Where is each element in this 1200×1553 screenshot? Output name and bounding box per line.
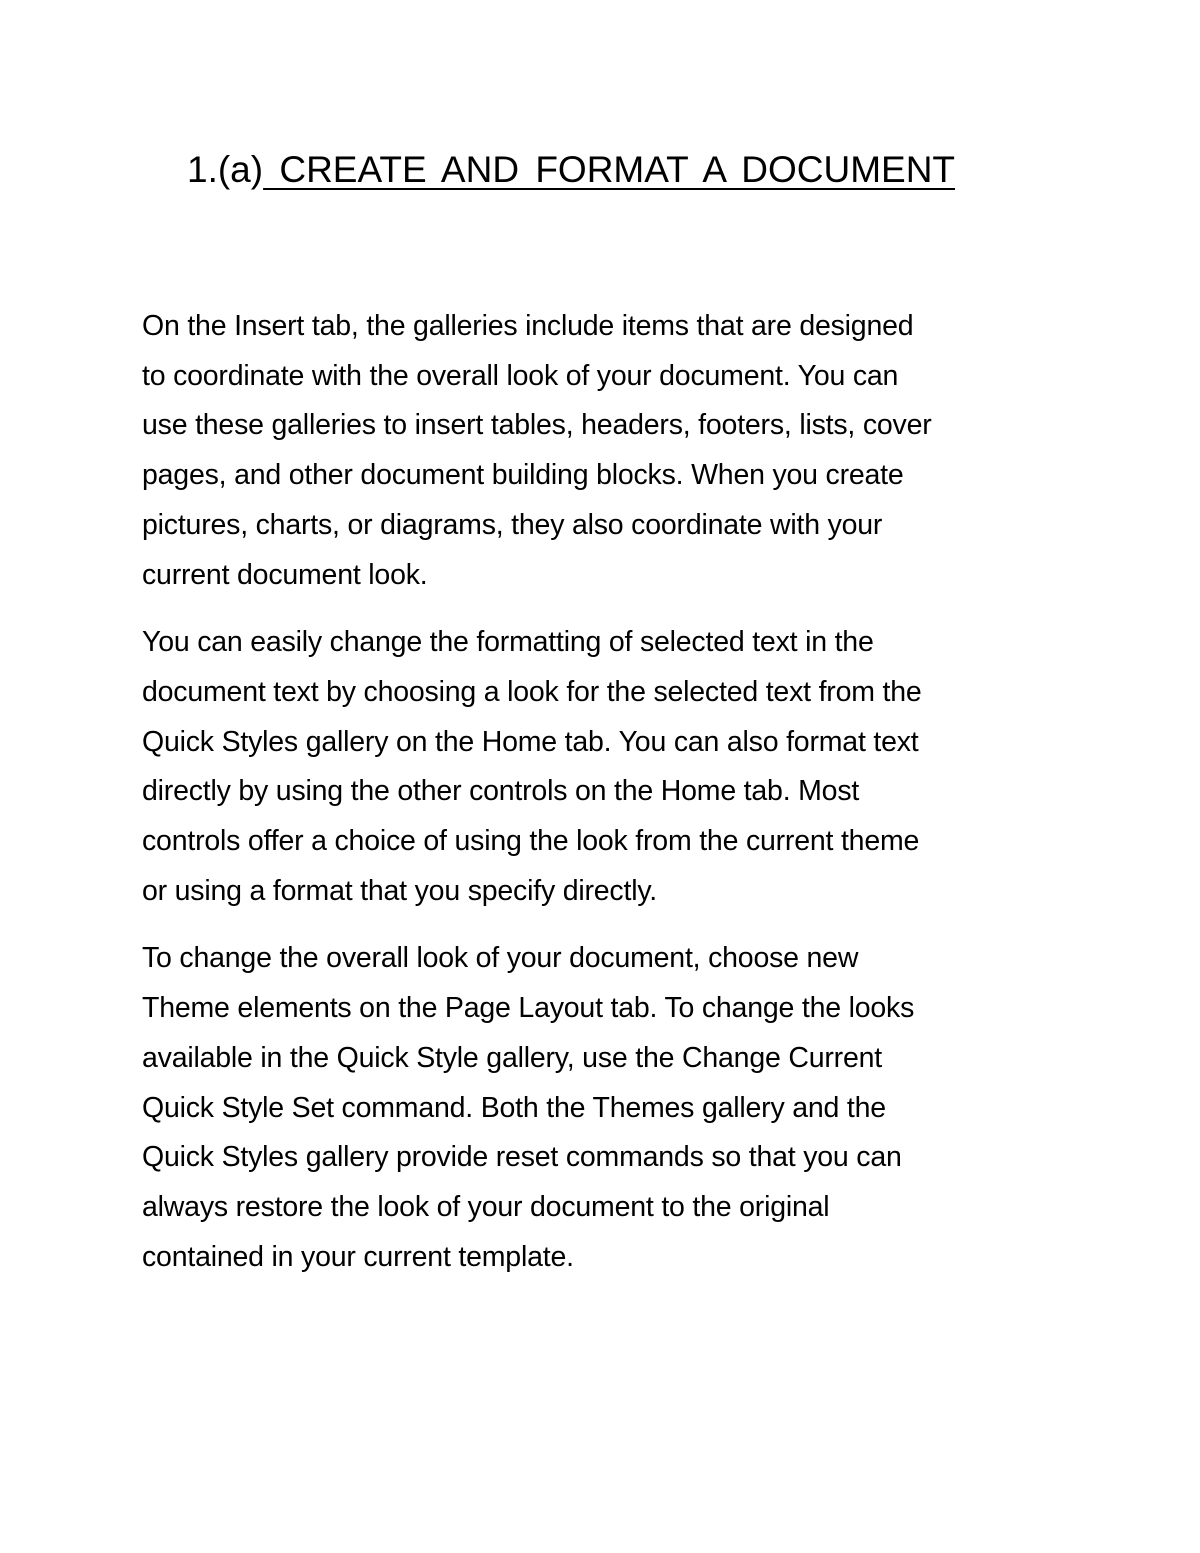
paragraph-line: document text by choosing a look for the selected text from the (142, 675, 922, 708)
paragraph-line: to coordinate with the overall look of your document. You can (142, 359, 899, 392)
paragraph-line: On the Insert tab, the galleries include items that are designed (142, 310, 914, 342)
paragraph-line: pictures, charts, or diagrams, they also coordinate with your (142, 508, 883, 541)
paragraph-line: always restore the look of your document to the original (142, 1190, 830, 1223)
paragraph-line: Quick Styles gallery provide reset commands so that you can (142, 1141, 902, 1174)
paragraph-line: current document look. (142, 558, 428, 591)
paragraph-line: or using a format that you specify directly. (142, 874, 657, 907)
paragraph-line: controls offer a choice of using the look from the current theme (142, 825, 920, 858)
heading-number: 1.(a) (187, 149, 264, 190)
paragraph-line: To change the overall look of your document, choose new (142, 942, 859, 975)
paragraph-line: directly by using the other controls on the Home tab. Most (142, 775, 860, 808)
document-body (142, 302, 1072, 1300)
paragraph-2 (142, 618, 1072, 916)
paragraph-1 (142, 302, 1072, 600)
paragraph-3 (142, 934, 1072, 1282)
paragraph-line: contained in your current template. (142, 1240, 574, 1273)
page-title (187, 146, 955, 194)
heading-title: CREATE AND FORMAT A DOCUMENT (263, 149, 956, 190)
paragraph-line: Theme elements on the Page Layout tab. To change the looks (142, 992, 915, 1025)
paragraph-line: Quick Style Set command. Both the Themes gallery and the (142, 1091, 886, 1124)
paragraph-line: available in the Quick Style gallery, use the Change Current (142, 1041, 882, 1074)
paragraph-line: use these galleries to insert tables, headers, footers, lists, cover (142, 409, 932, 442)
paragraph-line: Quick Styles gallery on the Home tab. You can also format text (142, 725, 919, 758)
paragraph-line: You can easily change the formatting of selected text in the (142, 626, 874, 659)
paragraph-line: pages, and other document building blocks. When you create (142, 459, 904, 492)
